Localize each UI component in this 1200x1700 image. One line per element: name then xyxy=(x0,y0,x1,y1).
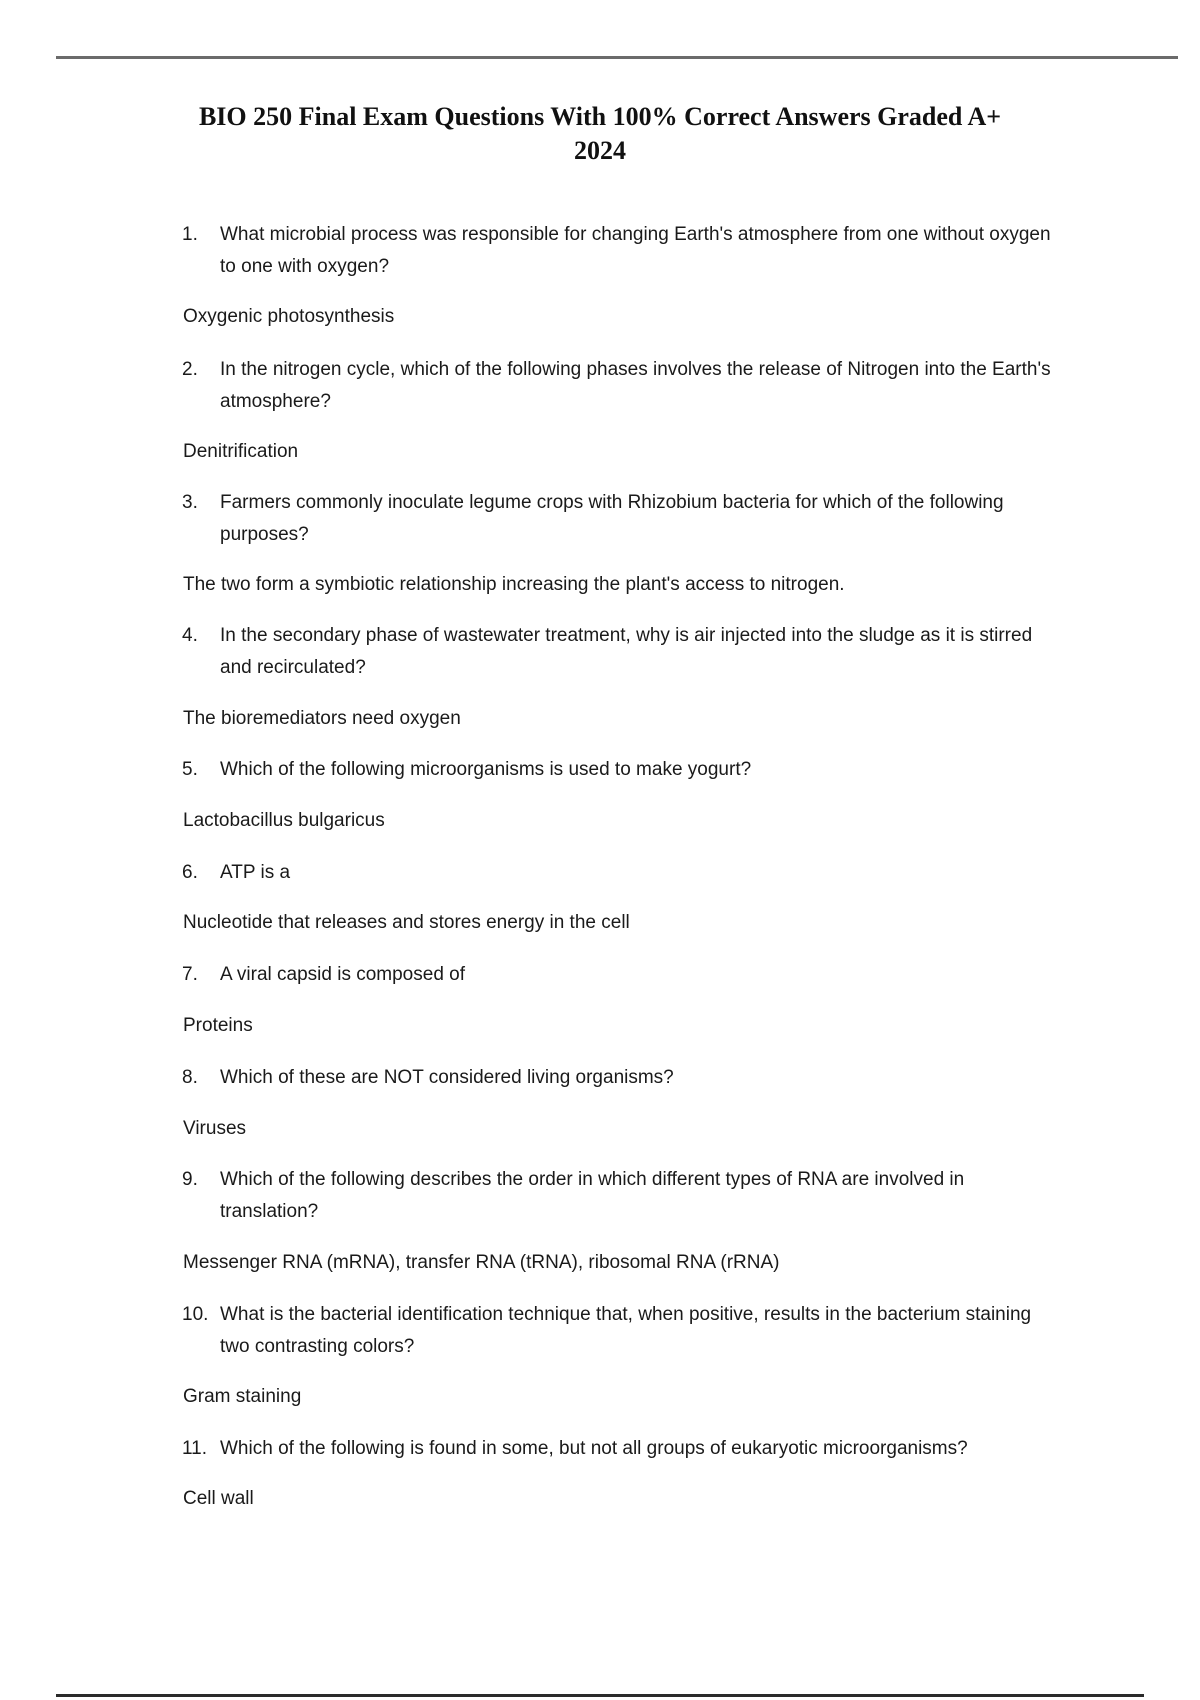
answer-11: Cell wall xyxy=(183,1488,254,1509)
question-number: 11. xyxy=(182,1438,208,1459)
answer-1: Oxygenic photosynthesis xyxy=(183,306,395,327)
question-text: In the nitrogen cycle, which of the following phases involves the release of Nitrogen into the Earth's atmosphere? xyxy=(220,359,1051,412)
question-2 xyxy=(182,354,1062,418)
question-7 xyxy=(182,959,1062,991)
question-text: A viral capsid is composed of xyxy=(220,964,466,985)
question-number: 7. xyxy=(182,964,198,985)
question-6 xyxy=(182,857,1062,889)
answer-4: The bioremediators need oxygen xyxy=(183,708,461,729)
answer-7: Proteins xyxy=(183,1015,253,1036)
answer-2: Denitrification xyxy=(183,441,299,462)
question-text: Which of the following microorganisms is used to make yogurt? xyxy=(220,759,752,780)
question-text: ATP is a xyxy=(220,862,291,883)
question-10 xyxy=(182,1299,1062,1363)
question-11 xyxy=(182,1433,1062,1465)
answer-3: The two form a symbiotic relationship increasing the plant's access to nitrogen. xyxy=(183,574,845,595)
answer-8: Viruses xyxy=(183,1118,247,1139)
question-text: In the secondary phase of wastewater treatment, why is air injected into the sludge as it is stirred and recirculated? xyxy=(220,625,1033,678)
answer-6: Nucleotide that releases and stores energy in the cell xyxy=(183,912,630,933)
question-9 xyxy=(182,1164,1062,1228)
title-line-2: 2024 xyxy=(574,136,626,165)
question-number: 8. xyxy=(182,1067,198,1088)
question-8 xyxy=(182,1062,1062,1094)
question-number: 2. xyxy=(182,359,198,380)
question-number: 6. xyxy=(182,862,198,883)
question-number: 3. xyxy=(182,492,198,513)
question-4 xyxy=(182,620,1062,684)
title-line-1: BIO 250 Final Exam Questions With 100% Correct Answers Graded A+ xyxy=(198,102,1002,131)
answer-10: Gram staining xyxy=(183,1386,302,1407)
question-text: Which of the following is found in some, but not all groups of eukaryotic microorganisms? xyxy=(220,1438,968,1459)
question-number: 4. xyxy=(182,625,198,646)
question-text: What is the bacterial identification technique that, when positive, results in the bacterium staining two contrasting colors? xyxy=(220,1304,1032,1357)
question-number: 10. xyxy=(182,1304,209,1325)
question-number: 5. xyxy=(182,759,198,780)
answer-5: Lactobacillus bulgaricus xyxy=(183,810,385,831)
bottom-divider xyxy=(56,1694,1144,1697)
question-1 xyxy=(182,219,1062,283)
question-text: What microbial process was responsible for changing Earth's atmosphere from one without oxygen to one with oxygen? xyxy=(220,224,1051,277)
question-number: 1. xyxy=(182,224,198,245)
question-text: Which of the following describes the order in which different types of RNA are involved in translation? xyxy=(220,1169,965,1222)
answer-9: Messenger RNA (mRNA), transfer RNA (tRNA), ribosomal RNA (rRNA) xyxy=(183,1252,780,1273)
question-5 xyxy=(182,754,1062,786)
question-text: Farmers commonly inoculate legume crops with Rhizobium bacteria for which of the following purposes? xyxy=(220,492,1004,545)
question-number: 9. xyxy=(182,1169,198,1190)
question-text: Which of these are NOT considered living organisms? xyxy=(220,1067,674,1088)
question-3 xyxy=(182,487,1062,551)
